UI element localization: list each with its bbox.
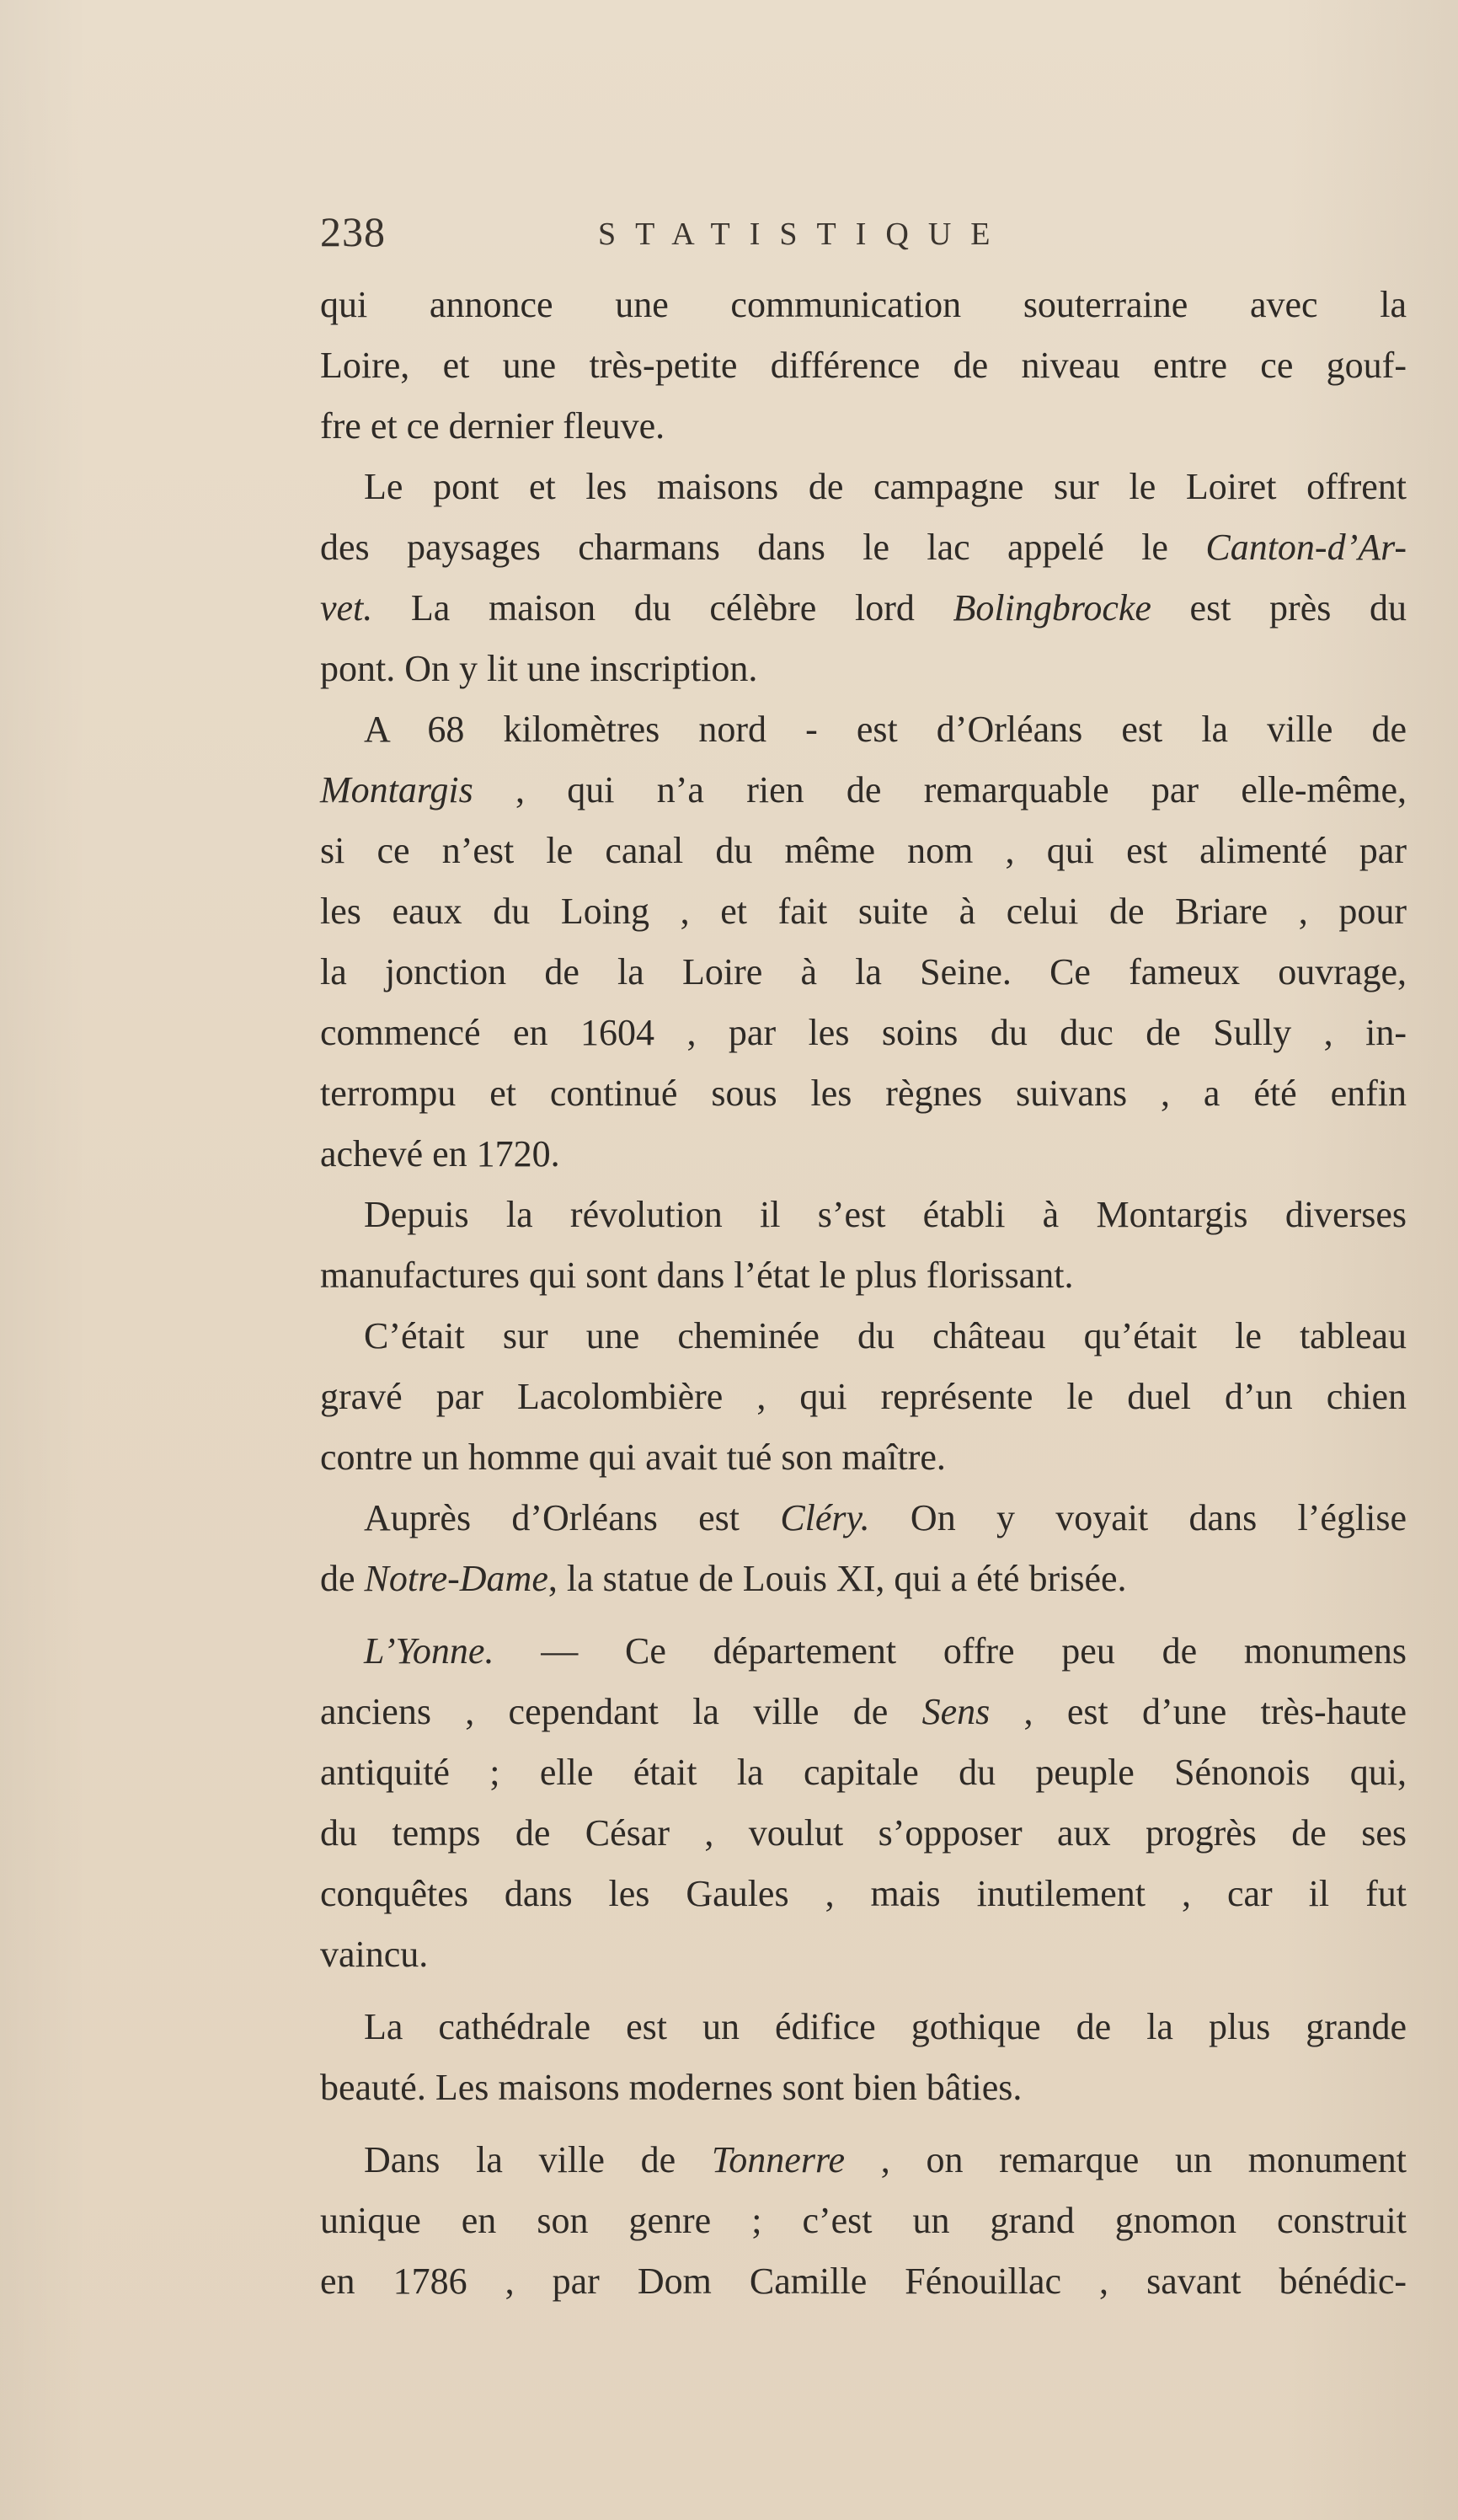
text-line: manufactures qui sont dans l’état le plus florissant. xyxy=(320,1255,1074,1296)
text-line xyxy=(320,1682,1407,1742)
text-line: en 1786 , par Dom Camille Fénouillac , savant bénédic- xyxy=(320,2261,1407,2302)
italic-text: L’Yonne. xyxy=(364,1630,494,1672)
text-line: gravé par Lacolombière , qui représente le duel d’un chien xyxy=(320,1376,1407,1417)
text-run: On y voyait dans l’église xyxy=(869,1497,1407,1538)
text-line: si ce n’est le canal du même nom , qui est alimenté par xyxy=(320,830,1407,871)
text-line: terrompu et continué sous les règnes suivans , a été enfin xyxy=(320,1073,1407,1114)
text-run: — Ce département offre peu de monumens xyxy=(494,1630,1407,1672)
text-line xyxy=(320,2130,1407,2191)
text-line: C’était sur une cheminée du château qu’était le tableau xyxy=(364,1315,1407,1356)
text-line: qui annonce une communication souterraine avec la xyxy=(320,284,1407,325)
text-line: fre et ce dernier fleuve. xyxy=(320,405,665,447)
text-line: A 68 kilomètres nord - est d’Orléans est la ville de xyxy=(364,709,1407,750)
text-run: Dans la ville de xyxy=(364,2139,712,2180)
text-line: la jonction de la Loire à la Seine. Ce fameux ouvrage, xyxy=(320,951,1407,992)
text-line: antiquité ; elle était la capitale du peuple Sénonois qui, xyxy=(320,1752,1407,1793)
text-run: , la statue de Louis XI, qui a été brisée. xyxy=(547,1558,1127,1599)
text-line: Loire, et une très-petite différence de niveau entre ce gouf- xyxy=(320,345,1407,386)
text-run: des paysages charmans dans le lac appelé le xyxy=(320,527,1206,568)
text-run: La maison du célèbre lord xyxy=(372,587,953,629)
italic-text: Tonnerre xyxy=(711,2139,845,2180)
page-header xyxy=(320,207,1415,266)
body-text xyxy=(320,275,1407,2312)
paragraph-gap xyxy=(320,1609,1407,1621)
text-line xyxy=(320,517,1407,578)
text-line xyxy=(320,1488,1407,1549)
text-line: La cathédrale est un édifice gothique de la plus grande xyxy=(364,2006,1407,2047)
text-line: conquêtes dans les Gaules , mais inutilement , car il fut xyxy=(320,1873,1407,1914)
italic-text: Sens xyxy=(921,1691,991,1732)
text-line: unique en son genre ; c’est un grand gnomon construit xyxy=(320,2200,1407,2241)
running-title: STATISTIQUE xyxy=(598,217,1010,252)
text-run: Auprès d’Orléans est xyxy=(364,1497,781,1538)
italic-text: vet. xyxy=(320,587,373,629)
paragraph-gap xyxy=(320,1985,1407,1997)
text-run: anciens , cependant la ville de xyxy=(320,1691,922,1732)
italic-text: Notre-Dame xyxy=(364,1558,548,1599)
paragraph-gap xyxy=(320,2118,1407,2130)
italic-text: Cléry. xyxy=(780,1497,870,1538)
italic-text: Canton-d’Ar- xyxy=(1205,527,1407,568)
text-line: beauté. Les maisons modernes sont bien bâties. xyxy=(320,2067,1023,2108)
text-line: Depuis la révolution il s’est établi à Montargis diverses xyxy=(364,1194,1407,1235)
text-run: , qui n’a rien de remarquable par elle-même, xyxy=(473,769,1407,811)
page-number: 238 xyxy=(320,208,386,255)
text-line: les eaux du Loing , et fait suite à celui de Briare , pour xyxy=(320,891,1407,932)
text-line xyxy=(320,1621,1407,1682)
text-run: , on remarque un monument xyxy=(844,2139,1407,2180)
text-line: du temps de César , voulut s’opposer aux progrès de ses xyxy=(320,1812,1407,1854)
text-line: pont. On y lit une inscription. xyxy=(320,648,758,689)
text-run: , est d’une très-haute xyxy=(990,1691,1407,1732)
text-run: de xyxy=(320,1558,365,1599)
text-line: contre un homme qui avait tué son maître. xyxy=(320,1437,946,1478)
text-line xyxy=(320,760,1407,821)
text-line xyxy=(320,1549,1407,1609)
italic-text: Bolingbrocke xyxy=(953,587,1151,629)
text-line xyxy=(320,578,1407,639)
text-line: achevé en 1720. xyxy=(320,1133,560,1174)
text-line: vaincu. xyxy=(320,1934,429,1975)
text-line: commencé en 1604 , par les soins du duc de Sully , in- xyxy=(320,1012,1407,1053)
text-line: Le pont et les maisons de campagne sur le Loiret offrent xyxy=(364,466,1407,507)
text-run: est près du xyxy=(1151,587,1407,629)
italic-text: Montargis xyxy=(320,769,473,811)
